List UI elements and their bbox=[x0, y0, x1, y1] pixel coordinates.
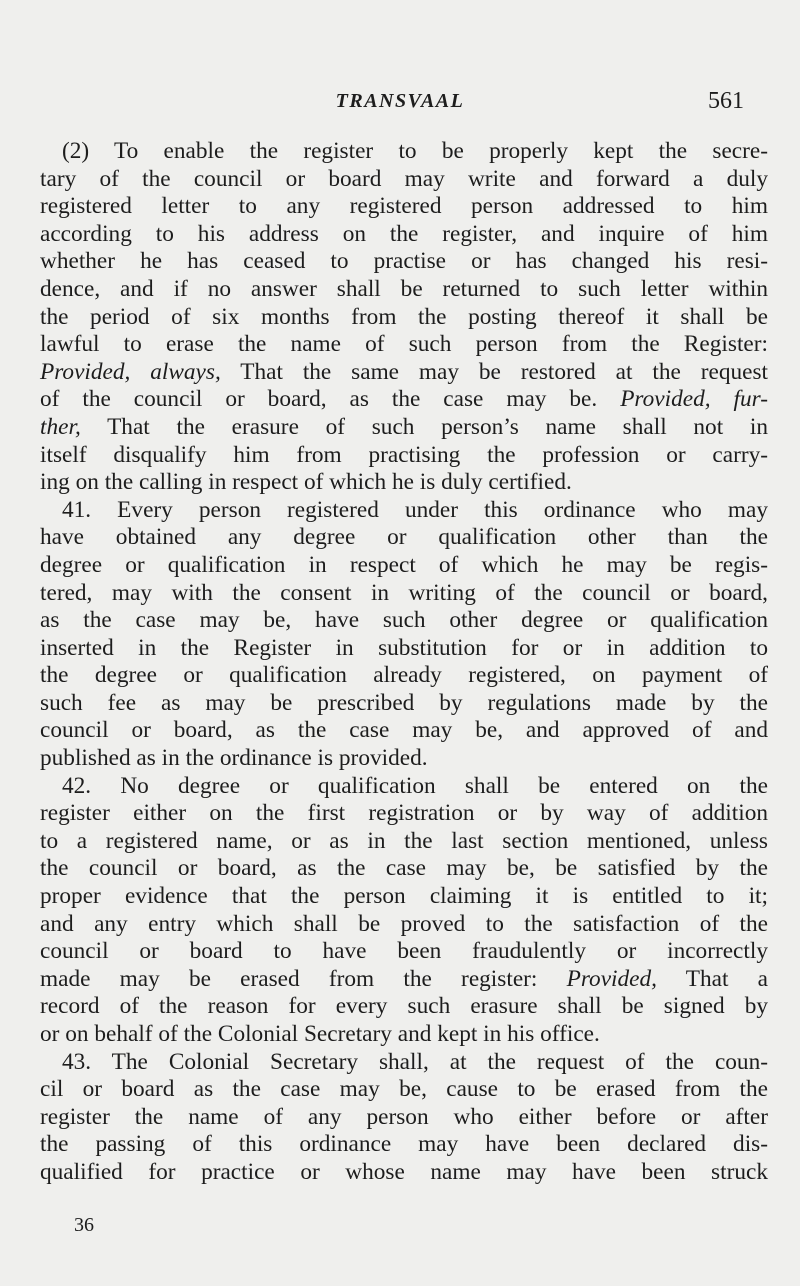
text-line: or on behalf of the Colonial Secretary and kept in his office. bbox=[40, 1021, 600, 1047]
text-line: the passing of this ordinance may have been declared dis- bbox=[40, 1131, 768, 1158]
text-line: inserted in the Register in substitution for or in addition to bbox=[40, 634, 768, 661]
text-line: lawful to erase the name of such person from the Register: bbox=[40, 331, 768, 358]
running-head bbox=[0, 90, 800, 122]
text-line: 41. Every person registered under this ordinance who may bbox=[62, 496, 768, 523]
text-line: as the case may be, have such other degree or qualification bbox=[40, 607, 768, 634]
text-line: council or board to have been fraudulently or incorrectly bbox=[40, 938, 768, 965]
text-line: 42. No degree or qualification shall be entered on the bbox=[62, 772, 768, 799]
text-line: have obtained any degree or qualification other than the bbox=[40, 524, 768, 551]
text-line: registered letter to any registered person addressed to him bbox=[40, 193, 768, 220]
text-line: itself disqualify him from practising the profession or carry- bbox=[40, 441, 768, 468]
text-line: published as in the ordinance is provided. bbox=[40, 745, 428, 772]
running-head-title: TRANSVAAL bbox=[335, 90, 465, 112]
text-line: and any entry which shall be proved to the satisfaction of the bbox=[40, 910, 768, 937]
text-line: such fee as may be prescribed by regulations made by the bbox=[40, 689, 768, 716]
text-line: the period of six months from the posting thereof it shall be bbox=[40, 303, 768, 330]
text-line: dence, and if no answer shall be returned to such letter within bbox=[40, 275, 768, 302]
text-line: register either on the first registration or by way of addition bbox=[40, 800, 768, 827]
text-line: council or board, as the case may be, and approved of and bbox=[40, 717, 768, 744]
text-line: whether he has ceased to practise or has changed his resi- bbox=[40, 248, 768, 275]
page-number: 561 bbox=[708, 88, 744, 114]
text-line: the council or board, as the case may be, be satisfied by the bbox=[40, 855, 768, 882]
signature-mark: 36 bbox=[74, 1214, 94, 1236]
text-line: of the council or board, as the case may be. Provided, fur- bbox=[40, 386, 768, 413]
text-line: the degree or qualification already registered, on payment of bbox=[40, 662, 768, 689]
text-line: Provided, always, That the same may be restored at the request bbox=[40, 358, 768, 385]
body-text bbox=[40, 138, 768, 1187]
text-line: according to his address on the register, and inquire of him bbox=[40, 220, 768, 247]
text-line: register the name of any person who either before or after bbox=[40, 1103, 768, 1130]
text-line: cil or board as the case may be, cause to be erased from the bbox=[40, 1076, 768, 1103]
text-line: tary of the council or board may write and forward a duly bbox=[40, 165, 768, 192]
text-line: made may be erased from the register: Provided, That a bbox=[40, 965, 769, 992]
text-line: qualified for practice or whose name may have been struck bbox=[40, 1158, 768, 1185]
text-line: ing on the calling in respect of which he is duly certified. bbox=[40, 469, 572, 496]
text-line: (2) To enable the register to be properly kept the secre- bbox=[62, 138, 768, 164]
text-line: ther, That the erasure of such person’s name shall not in bbox=[40, 413, 768, 440]
text-line: tered, may with the consent in writing of the council or board, bbox=[40, 579, 768, 606]
text-line: to a registered name, or as in the last section mentioned, unless bbox=[40, 827, 768, 854]
text-line: degree or qualification in respect of which he may be regis- bbox=[40, 551, 768, 578]
text-line: proper evidence that the person claiming it is entitled to it; bbox=[40, 883, 768, 910]
text-line: 43. The Colonial Secretary shall, at the request of the coun- bbox=[62, 1048, 768, 1075]
text-line: record of the reason for every such erasure shall be signed by bbox=[40, 993, 768, 1020]
